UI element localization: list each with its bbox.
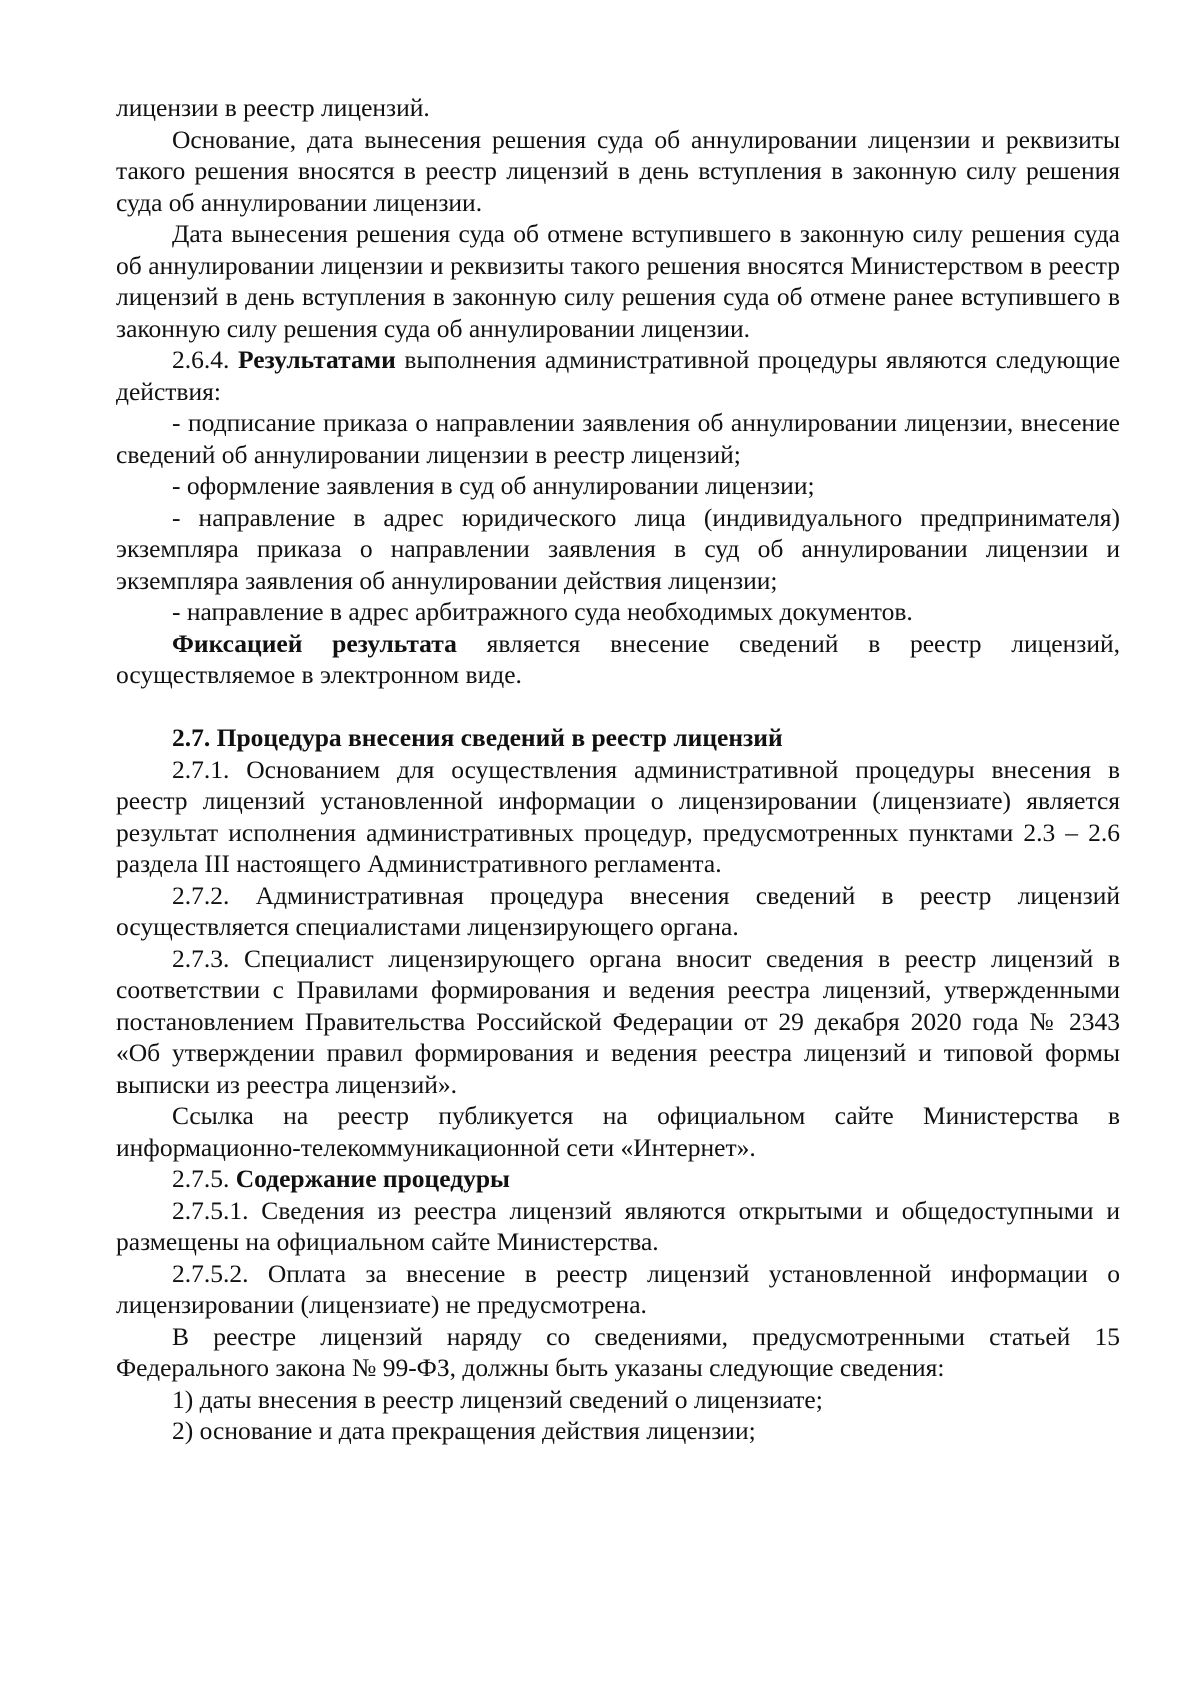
item-2-7-5-1: 2.7.5.1. Сведения из реестра лицензий являются открытыми и общедоступными и размещены на официальном сайте Министерства. [116, 1195, 1120, 1256]
item-bold-term: Содержание процедуры [235, 1164, 510, 1193]
results-list-item: - подписание приказа о направлении заявления об аннулировании лицензии, внесение сведений об аннулировании лицензии в реестр лицензий; [116, 408, 1120, 469]
section-heading: 2.7. Процедура внесения сведений в реестр лицензий [172, 723, 783, 752]
document-page [116, 92, 1120, 1447]
item-text: выполнения административной процедуры являются следующие действия: [116, 345, 1121, 406]
paragraph-continuation: лицензии в реестр лицензий. [116, 93, 430, 122]
results-list-item: - направление в адрес арбитражного суда необходимых документов. [172, 597, 913, 626]
paragraph-court-basis: Основание, дата вынесения решения суда об аннулировании лицензии и реквизиты такого решения вносятся в реестр лицензий в день вступления в законную силу решения суда об аннулировании лицензии. [116, 124, 1120, 217]
item-number: 2.6.4. [172, 345, 230, 374]
item-bold-term: Результатами [237, 345, 396, 374]
item-2-7-5 [116, 1163, 1120, 1195]
item-2-6-4 [116, 344, 1120, 407]
item-number: 2.7.5. [172, 1164, 230, 1193]
results-list-item: - оформление заявления в суд об аннулировании лицензии; [172, 471, 815, 500]
paragraph-link: Ссылка на реестр публикуется на официальном сайте Министерства в информационно-телекоммуникационной сети «Интернет». [116, 1101, 1120, 1162]
paragraph-fixation [116, 628, 1120, 691]
item-2-7-1: 2.7.1. Основанием для осуществления административной процедуры внесения в реестр лицензий установленной информации о лицензировании (лицензиате) является результат исполнения административных процедур, предусмотренных пунктами 2.3 – 2.6 раздела III настоящего Административного регламента. [116, 754, 1120, 878]
blank-line [116, 691, 1120, 723]
item-2-7-5-2: 2.7.5.2. Оплата за внесение в реестр лицензий установленной информации о лицензировании (лицензиате) не предусмотрена. [116, 1258, 1120, 1319]
registry-list-item: 2) основание и дата прекращения действия лицензии; [172, 1416, 756, 1445]
results-list-item: - направление в адрес юридического лица (индивидуального предпринимателя) экземпляра приказа о направлении заявления в суд об аннулировании лицензии и экземпляра заявления об аннулировании действия лицензии; [116, 502, 1120, 595]
item-2-7-3: 2.7.3. Специалист лицензирующего органа вносит сведения в реестр лицензий в соответствии с Правилами формирования и ведения реестра лицензий, утвержденными постановлением Правительства Российской Федерации от 29 декабря 2020 года № 2343 «Об утверждении правил формирования и ведения реестра лицензий и типовой формы выписки из реестра лицензий». [116, 943, 1120, 1099]
fixation-text: является внесение сведений в реестр лицензий, осуществляемое в электронном виде. [116, 628, 1121, 689]
item-2-7-2: 2.7.2. Административная процедура внесения сведений в реестр лицензий осуществляется специалистами лицензирующего органа. [116, 880, 1120, 941]
paragraph-registry: В реестре лицензий наряду со сведениями, предусмотренными статьей 15 Федерального закона № 99-ФЗ, должны быть указаны следующие сведения: [116, 1321, 1120, 1382]
paragraph-court-cancel: Дата вынесения решения суда об отмене вступившего в законную силу решения суда об аннулировании лицензии и реквизиты такого решения вносятся Министерством в реестр лицензий в день вступления в законную силу решения суда об отмене ранее вступившего в законную силу решения суда об аннулировании лицензии. [116, 219, 1120, 343]
fixation-bold-term: Фиксацией результата [172, 628, 457, 658]
registry-list-item: 1) даты внесения в реестр лицензий сведений о лицензиате; [172, 1384, 823, 1414]
